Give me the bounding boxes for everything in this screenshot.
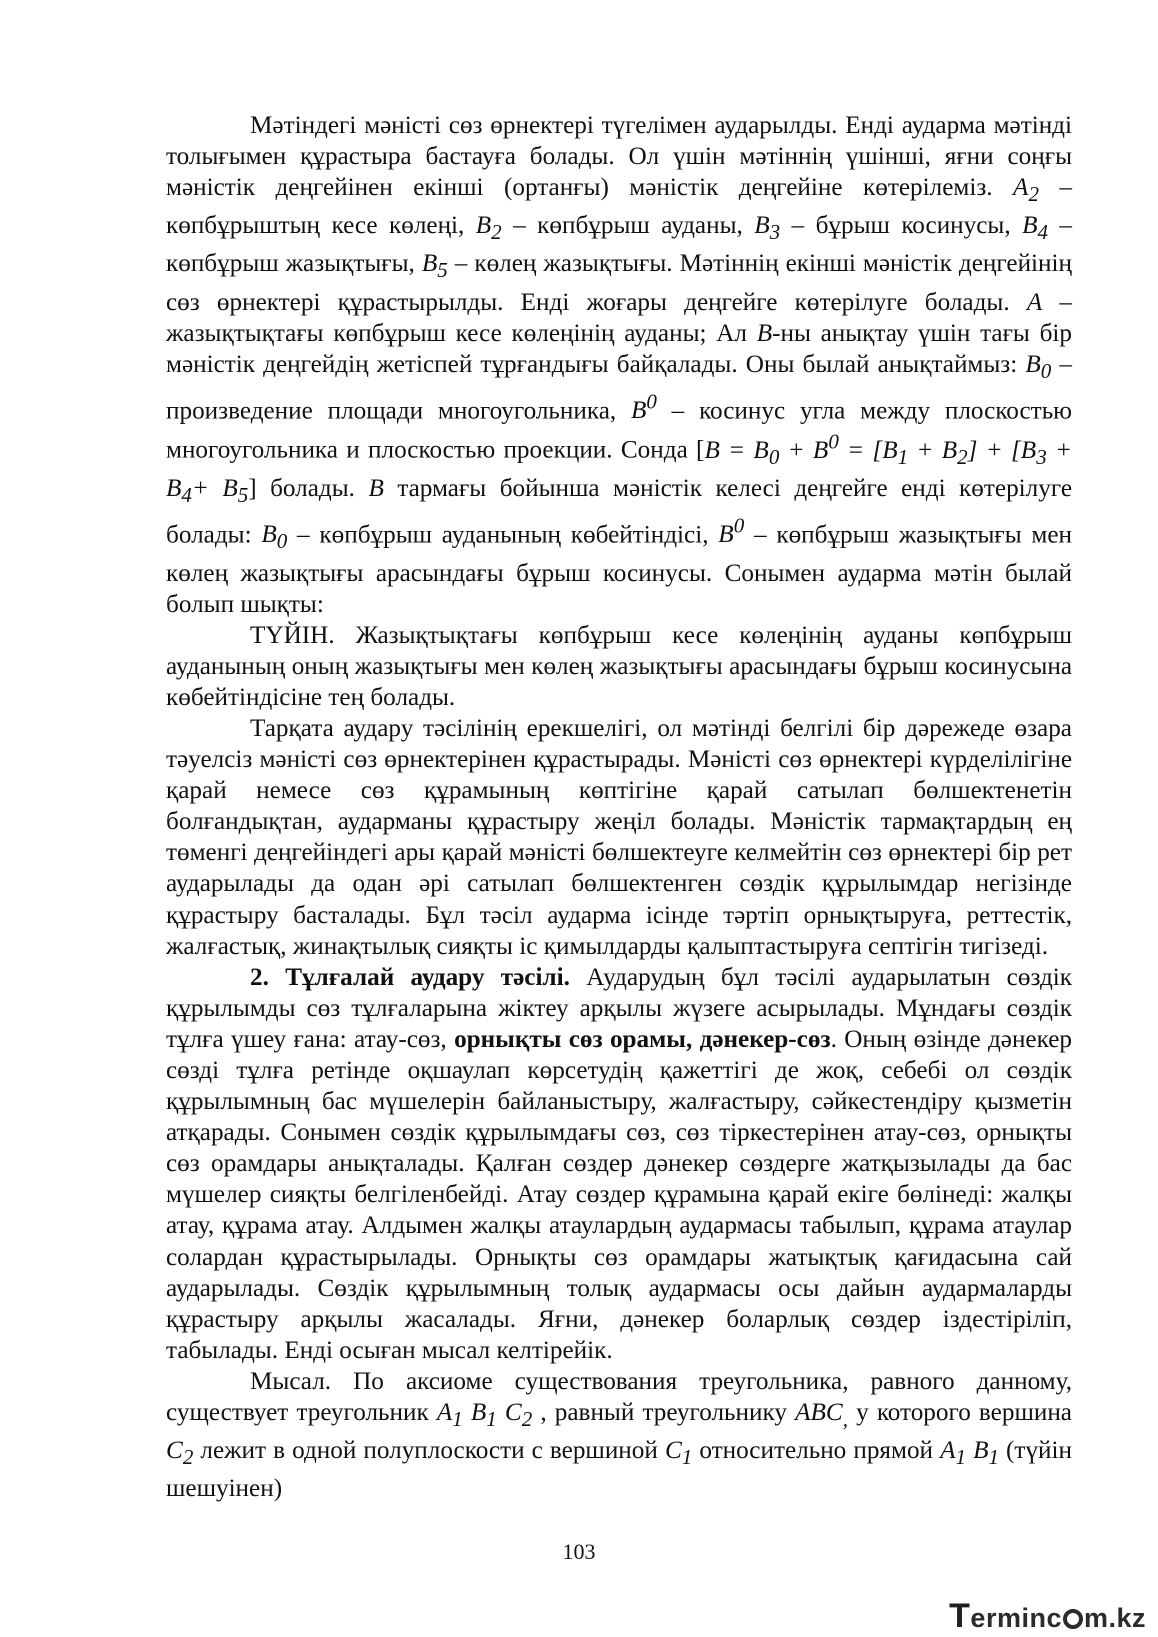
var-b0: $B_0$ — [1025, 350, 1052, 383]
text: – көпбұрыш ауданы, — [501, 212, 755, 240]
var-b3: $B_3$ — [754, 212, 781, 245]
text: – көпбұрыш жазықтығы, — [166, 212, 1072, 278]
section-heading: 2. Тұлғалай аудару тәсілі. — [250, 963, 570, 991]
var-b: B — [368, 474, 384, 502]
text: , равный треугольнику — [532, 1399, 796, 1427]
text: – произведение площади многоугольника, — [166, 350, 1072, 425]
document-body — [166, 110, 1072, 1504]
var-b-sup0: $B^0$ — [718, 514, 745, 549]
paragraph-3: Тарқата аудару тәсілінің ерекшелігі, ол мәтінді белгілі бір дәрежеде өзара тәуелсіз мәністі сөз өрнектерінен құрастырады. Мәністі сөз өрнектері күрделілігіне қарай немесе сөз құрамының көптігіне қарай сатылап бөлшектенетін болғандықтан, аударманы құрастыру жеңіл болады. Мәністік тармақтардың ең төменгі деңгейіндегі ары қарай мәністі бөлшектеуге келмейтін сөз өрнектері бір рет аударылады да одан әрі сатылап бөлшектенген сөздік құрылымдар негізінде құрастыру басталады. Бұл тәсіл аударма ісінде тәртіп орнықтыруға, реттестік, жалғастық, жинақтылық сияқты іс қимылдарды қалыптастыруға септігін тигізеді. — [166, 714, 1072, 960]
var-abc: $ABC_,$ — [795, 1399, 848, 1432]
text: -ны анықтау үшін тағы бір мәністік деңгейдің жетіспей тұрғандығы байқалады. Оны былай анықтаймыз: — [166, 319, 1072, 378]
bold-terms: орнықты сөз орамы, дәнекер-сөз — [454, 1025, 831, 1053]
text: – бұрыш косинусы, — [780, 212, 1023, 240]
text: лежит в одной полуплоскости с вершиной — [193, 1437, 665, 1465]
var-b-sup0: $B^0$ — [630, 389, 657, 425]
var-c2: $C_2$ — [166, 1437, 194, 1470]
paragraph-1 — [166, 110, 1072, 620]
var-a2: $A_2$ — [1013, 174, 1039, 207]
var-a1b1: $A_1$ $B_1$ — [940, 1437, 999, 1470]
var-c1: $C_1$ — [664, 1437, 693, 1470]
text: – косинус угла между плоскостью многоугольника и плоскостью проекции. Сонда [ — [166, 397, 1072, 464]
text: относительно прямой — [692, 1437, 941, 1465]
text: Мәтіндегі мәністі сөз өрнектері түгелімен аударылды. Енді аударма мәтінді толығымен құрастыра бастауға болады. Ол үшін мәтіннің үшінші, яғни соңғы мәністік деңгейінен екінші (ортанғы) мәністік деңгейіне көтерілеміз. — [166, 112, 1072, 202]
formula: $B = B_0 + B^0 = [B_1 + B_2] + [B_3 + B_4+ B_5$ — [166, 429, 1072, 507]
terminco-logo: Terminc m.kz — [949, 1597, 1146, 1635]
page-number: 103 — [562, 1539, 596, 1564]
paragraph-4 — [166, 962, 1072, 1366]
text: – жазықтықтағы көпбұрыш кесе көлеңінің ауданы; Ал — [166, 288, 1073, 347]
paragraph-5 — [166, 1366, 1072, 1504]
paragraph-2: ТҮЙІН. Жазықтықтағы көпбұрыш кесе көлеңінің ауданы көпбұрыш ауданының оның жазықтығы мен көлең жазықтығы арасындағы бұрыш косинусына көбейтіндісіне тең болады. — [166, 621, 1072, 711]
var-a: A — [1026, 288, 1043, 316]
text: – көлең жазықтығы. Мәтіннің екінші мәністік деңгейінің сөз өрнектері құрастырылды. Енді жоғары деңгейге көтерілуге болады. — [166, 250, 1072, 316]
text: ] болады. — [248, 474, 369, 502]
text: (түйін шешуінен) — [166, 1437, 1072, 1503]
var-b5: $B_5$ — [421, 250, 448, 283]
var-b2: $B_2$ — [475, 212, 502, 245]
var-b: B — [756, 319, 773, 347]
text: – көпбұрыштың кесе көлеңі, — [166, 174, 1072, 240]
var-a1b1c2: $A_1$ $B_1$ $C_2$ — [436, 1399, 533, 1432]
logo-ring-icon — [1063, 1609, 1083, 1629]
text: Мысал. По аксиоме существования треугольника, равного данному, существует треугольник — [166, 1367, 1072, 1427]
text: у которого вершина — [847, 1399, 1072, 1427]
var-b4: $B_4$ — [1022, 212, 1048, 245]
var-b0: $B_0$ — [261, 521, 288, 554]
text: . Оның өзінде дәнекер сөзді тұлға ретінде оқшаулап көрсетудің қажеттігі де жоқ, себебі ол сөздік құрылымның бас мүшелерін байланыстыру, жалғастыру, сәйкестендіру қызметін атқарады. Сонымен сөздік құрылымдағы сөз, сөз тіркестерінен атау-сөз, орнықты сөз орамдары анықталады. Қалған сөздер дәнекер сөздерге жатқызылады да бас мүшелер сияқты белгіленбейді. Атау сөздер құрамына қарай екіге бөлінеді: жалқы атау, құрама атау. Алдымен жалқы атаулардың аудармасы табылып, құрама атаулар солардан құрастырылады. Орнықты сөз орамдары жатықтық қағидасына сай аударылады. Сөздік құрылымның толық аудармасы осы дайын аудармаларды құрастыру арқылы жасалады. Яғни, дәнекер боларлық сөздер іздестіріліп, табылады. Енді осыған мысал келтірейік. — [166, 1025, 1072, 1364]
text: тармағы бойынша мәністік келесі деңгейге енді көтерілуге болады: — [166, 474, 1072, 549]
text: – көпбұрыш ауданының көбейтіндісі, — [287, 521, 719, 549]
text: – көпбұрыш жазықтығы мен көлең жазықтығы арасындағы бұрыш косинусы. Сонымен аударма мәтін былай болып шықты: — [166, 521, 1073, 618]
text: Аударудың бұл тәсілі аударылатын сөздік құрылымды сөз тұлғаларына жіктеу арқылы жүзеге асырылады. Мұндағы сөздік тұлға үшеу ғана: атау-сөз, — [166, 963, 1072, 1053]
